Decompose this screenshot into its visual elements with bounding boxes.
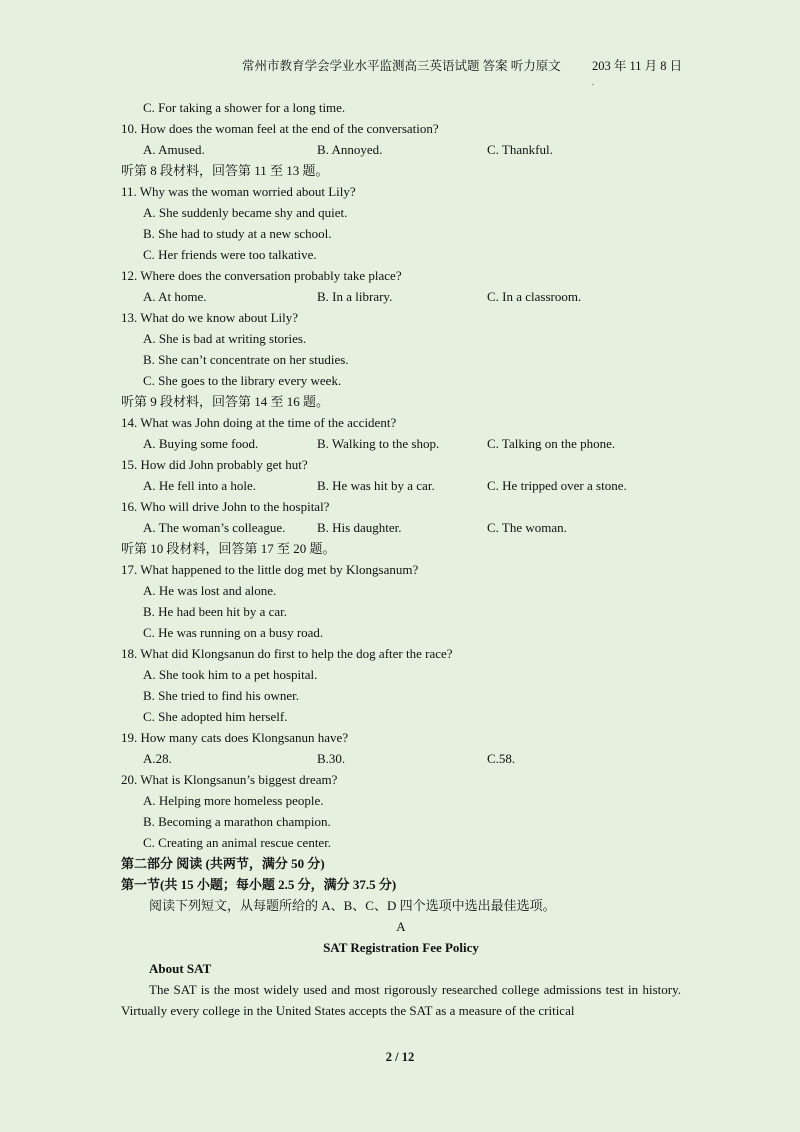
option-line: B. She tried to find his owner. — [143, 688, 299, 703]
option-c: C.58. — [487, 751, 516, 766]
question-line: 13. What do we know about Lily? — [121, 310, 299, 325]
option-c: C. The woman. — [487, 520, 567, 535]
question-line: 12. Where does the conversation probably take place? — [121, 268, 402, 283]
option-line: C. Her friends were too talkative. — [143, 247, 317, 262]
option-row — [121, 139, 681, 160]
option-a: A. The woman’s colleague. — [143, 520, 286, 535]
option-line: A. Helping more homeless people. — [143, 793, 324, 808]
question-line: 听第 10 段材料，回答第 17 至 20 题。 — [121, 541, 336, 556]
header-dot: . — [592, 78, 594, 87]
option-line: C. For taking a shower for a long time. — [143, 100, 346, 115]
option-line: B. She had to study at a new school. — [143, 226, 332, 241]
option-b: B. He was hit by a car. — [317, 478, 435, 493]
option-row — [121, 517, 681, 538]
option-row — [121, 286, 681, 307]
option-line: C. Creating an animal rescue center. — [143, 835, 332, 850]
about-heading: About SAT — [149, 961, 212, 976]
option-a: A.28. — [143, 751, 172, 766]
question-line: 18. What did Klongsanun do first to help the dog after the race? — [121, 646, 453, 661]
question-line: 20. What is Klongsanun’s biggest dream? — [121, 772, 338, 787]
option-line: A. She took him to a pet hospital. — [143, 667, 318, 682]
passage-title: SAT Registration Fee Policy — [323, 940, 479, 955]
option-b: B. Annoyed. — [317, 142, 383, 157]
option-line: A. She suddenly became shy and quiet. — [143, 205, 348, 220]
option-line: B. She can’t concentrate on her studies. — [143, 352, 349, 367]
question-list — [121, 97, 681, 853]
option-row — [121, 433, 681, 454]
question-line: 15. How did John probably get hut? — [121, 457, 308, 472]
question-line: 10. How does the woman feel at the end of the conversation? — [121, 121, 439, 136]
part-heading: 第二部分 阅读 (共两节，满分 50 分) — [121, 856, 325, 871]
instruction-text: 阅读下列短文，从每题所给的 A、B、C、D 四个选项中选出最佳选项。 — [149, 898, 556, 913]
option-a: A. Amused. — [143, 142, 205, 157]
option-line: B. Becoming a marathon champion. — [143, 814, 331, 829]
header-date: 203 年 11 月 8 日 — [592, 59, 683, 73]
option-row — [121, 475, 681, 496]
option-line: C. She goes to the library every week. — [143, 373, 342, 388]
option-c: C. Talking on the phone. — [487, 436, 616, 451]
question-line: 16. Who will drive John to the hospital? — [121, 499, 330, 514]
option-a: A. Buying some food. — [143, 436, 259, 451]
question-line: 14. What was John doing at the time of the accident? — [121, 415, 397, 430]
question-line: 听第 8 段材料，回答第 11 至 13 题。 — [121, 163, 329, 178]
page-number: 2 / 12 — [385, 1050, 415, 1064]
header-title: 常州市教育学会学业水平监测高三英语试题 答案 听力原文 — [242, 59, 561, 73]
passage-letter: A — [396, 919, 406, 934]
question-line: 11. Why was the woman worried about Lily? — [121, 184, 356, 199]
question-line: 19. How many cats does Klongsanun have? — [121, 730, 349, 745]
option-line: C. She adopted him herself. — [143, 709, 288, 724]
option-line: A. He was lost and alone. — [143, 583, 277, 598]
question-line: 17. What happened to the little dog met by Klongsanum? — [121, 562, 419, 577]
option-a: A. At home. — [143, 289, 207, 304]
question-line: 听第 9 段材料，回答第 14 至 16 题。 — [121, 394, 330, 409]
passage-paragraph: The SAT is the most widely used and most rigorously researched college admissions test in history. Virtually every college in the United States accepts the SAT as a measure of the critical — [121, 982, 681, 1018]
document-body — [121, 97, 681, 1021]
option-b: B.30. — [317, 751, 346, 766]
option-b: B. Walking to the shop. — [317, 436, 440, 451]
option-row — [121, 748, 681, 769]
section-heading: 第一节(共 15 小题；每小题 2.5 分，满分 37.5 分) — [121, 877, 397, 892]
page-header — [0, 56, 800, 87]
option-line: C. He was running on a busy road. — [143, 625, 324, 640]
option-line: B. He had been hit by a car. — [143, 604, 288, 619]
option-c: C. Thankful. — [487, 142, 553, 157]
option-a: A. He fell into a hole. — [143, 478, 256, 493]
option-c: C. In a classroom. — [487, 289, 582, 304]
option-c: C. He tripped over a stone. — [487, 478, 627, 493]
option-b: B. In a library. — [317, 289, 393, 304]
option-line: A. She is bad at writing stories. — [143, 331, 307, 346]
option-b: B. His daughter. — [317, 520, 402, 535]
